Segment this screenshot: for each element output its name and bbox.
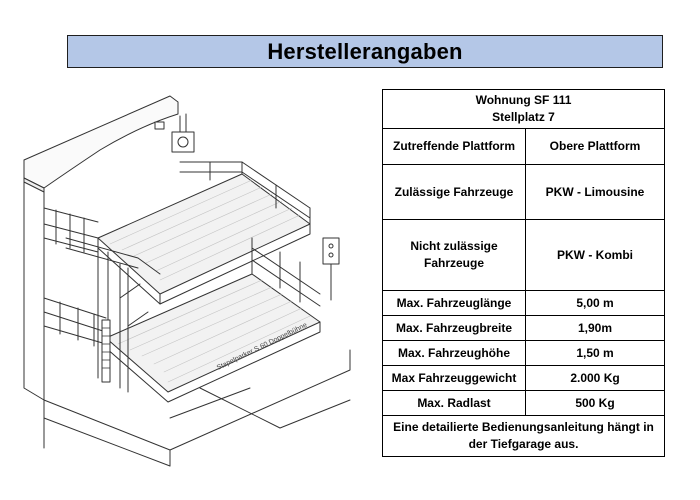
table-heading-row [383,90,665,129]
row-label: Zulässige Fahrzeuge [383,165,526,220]
row-label: Max. Fahrzeuglänge [383,291,526,316]
parking-space-label: Stellplatz 7 [492,110,555,124]
row-label: Max. Fahrzeughöhe [383,341,526,366]
table-row [383,341,665,366]
row-value: 1,50 m [526,341,665,366]
table-row [383,129,665,165]
table-footer-row [383,416,665,457]
row-value: Obere Plattform [526,129,665,165]
row-value: PKW - Kombi [526,220,665,291]
double-parking-platform-illustration [20,88,382,468]
row-value: 2.000 Kg [526,366,665,391]
page-title: Herstellerangaben [67,35,663,68]
illustration-wall-label: Stapelparker S 60 Doppelbühne [215,321,309,372]
apartment-label: Wohnung SF 111 [475,93,572,107]
row-value: PKW - Limousine [526,165,665,220]
row-label: Max. Radlast [383,391,526,416]
row-label: Max Fahrzeuggewicht [383,366,526,391]
table-row [383,220,665,291]
table-row [383,316,665,341]
table-row [383,366,665,391]
row-label: Nicht zulässige Fahrzeuge [383,220,526,291]
row-label: Zutreffende Plattform [383,129,526,165]
footer-note: Eine detailierte Bedienungsanleitung hängt in der Tiefgarage aus. [383,416,665,457]
table-row [383,291,665,316]
table-row [383,165,665,220]
specs-table [382,89,665,457]
row-value: 1,90m [526,316,665,341]
table-row [383,391,665,416]
table-heading [383,90,665,129]
row-label: Max. Fahrzeugbreite [383,316,526,341]
row-value: 500 Kg [526,391,665,416]
row-value: 5,00 m [526,291,665,316]
